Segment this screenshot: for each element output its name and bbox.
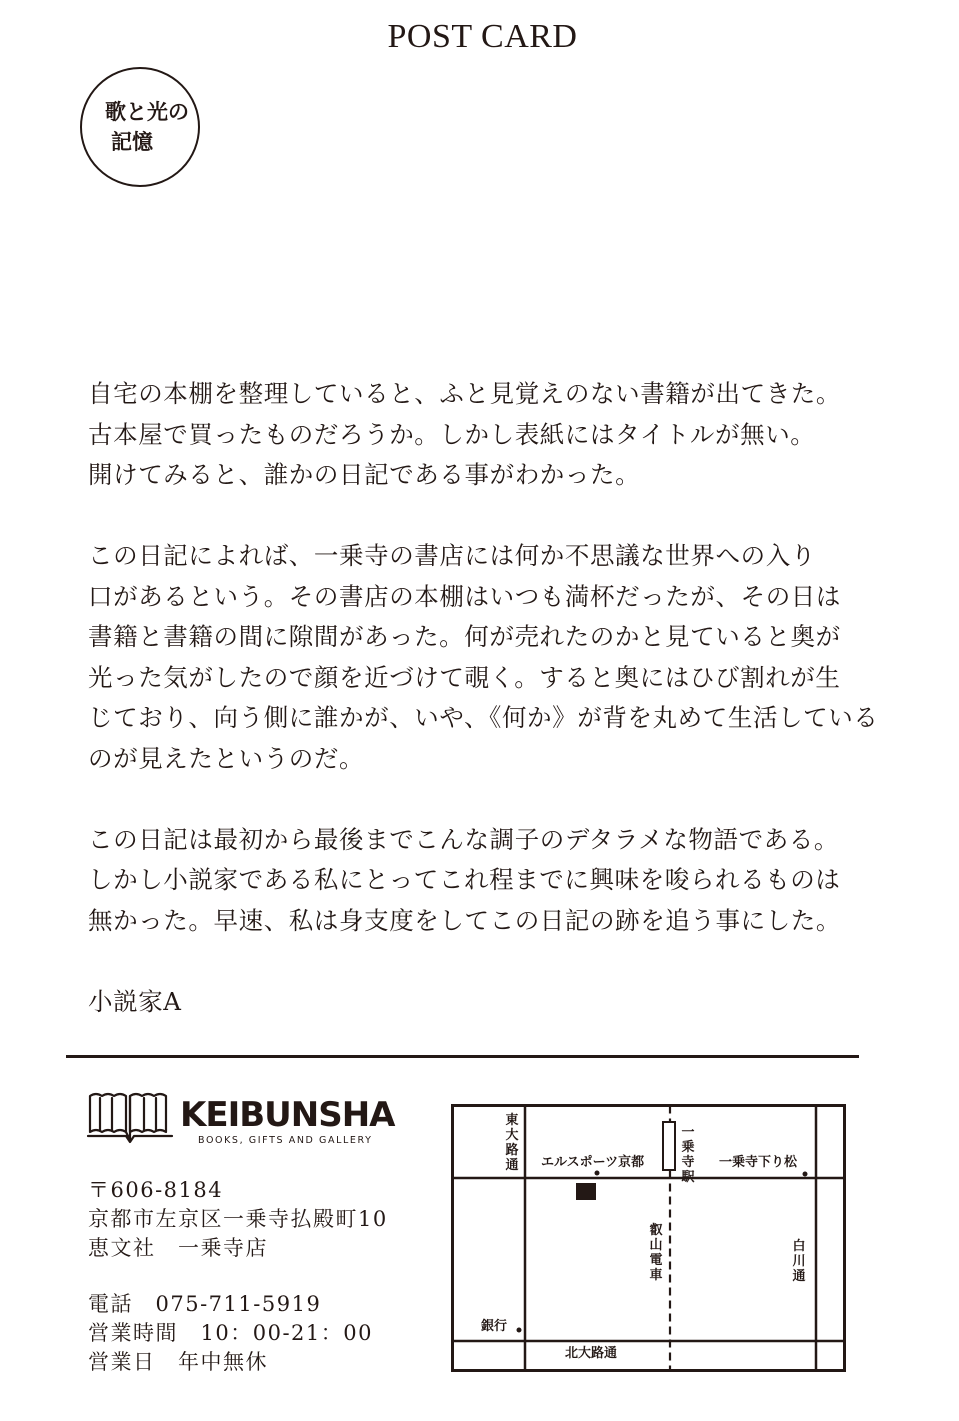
story-line: 開けてみると、誰かの日記である事がわかった。: [88, 460, 641, 489]
divider: [66, 1055, 859, 1058]
shop-address: [88, 1176, 388, 1263]
story-line: しかし小説家である私にとってこれ程までに興味を唆られるものは: [88, 865, 841, 894]
keibunsha-store-marker: [576, 1183, 596, 1200]
label-elsports: エルスポーツ京都: [541, 1155, 645, 1170]
street-address: 京都市左京区一乗寺払殿町10: [88, 1207, 388, 1231]
label-higashioji: 東大路通: [505, 1113, 519, 1173]
story-line: 自宅の本棚を整理していると、ふと見覚えのない書籍が出てきた。: [88, 379, 841, 408]
story-line: 口があるという。その書店の本棚はいつも満杯だったが、その日は: [88, 581, 841, 611]
open-book-icon: [86, 1090, 174, 1146]
label-bank: 銀行: [481, 1319, 508, 1334]
logo-wordmark: KEIBUNSHA: [180, 1095, 395, 1135]
postcard-title: POST CARD: [387, 18, 578, 55]
story-line: この日記によれば、一乗寺の書店には何か不思議な世界への入り: [88, 541, 816, 570]
business-hours: 営業時間 10：00-21：00: [88, 1321, 373, 1345]
access-map: [451, 1104, 846, 1372]
station-marker: [663, 1122, 675, 1170]
story-text: [88, 374, 879, 1022]
story-line: 古本屋で買ったものだろうか。しかし表紙にはタイトルが無い。: [88, 419, 816, 449]
store-name: 恵文社 一乗寺店: [88, 1236, 268, 1260]
story-line: のが見えたというのだ。: [88, 743, 365, 773]
label-sagarimatsu: 一乗寺下り松: [719, 1155, 798, 1170]
story-line: 書籍と書籍の間に隙間があった。何が売れたのかと見ていると奥が: [88, 622, 841, 651]
story-signature: 小説家A: [88, 986, 182, 1016]
badge-line-1: 歌と光の: [105, 100, 189, 124]
postal-code: 〒606-8184: [88, 1178, 224, 1202]
business-days: 営業日 年中無休: [88, 1350, 268, 1374]
label-shirakawa: 白川通: [792, 1239, 806, 1284]
logo-tagline: BOOKS, GIFTS AND GALLERY: [198, 1135, 373, 1146]
story-line: 無かった。早速、私は身支度をしてこの日記の跡を追う事にした。: [88, 905, 841, 935]
shop-contact: [88, 1290, 373, 1377]
sagarimatsu-dot: [803, 1172, 808, 1177]
title-badge: [80, 67, 200, 187]
label-eizan: 叡山電車: [649, 1223, 663, 1283]
story-line: この日記は最初から最後までこんな調子のデタラメな物語である。: [88, 824, 840, 854]
bank-dot: [517, 1328, 522, 1333]
story-line: 光った気がしたので顔を近づけて覗く。すると奥にはひび割れが生: [88, 662, 841, 692]
label-ichijoji-station: 一乗寺駅: [681, 1125, 695, 1185]
elsports-dot: [595, 1171, 600, 1176]
story-line: じており、向う側に誰かが、いや、《何か》が背を丸めて生活している: [88, 703, 879, 732]
badge-line-2: 記憶: [111, 130, 153, 154]
shop-logo: [86, 1090, 396, 1150]
label-kitaoji: 北大路通: [564, 1346, 618, 1361]
phone-number: 電話 075-711-5919: [88, 1292, 322, 1316]
